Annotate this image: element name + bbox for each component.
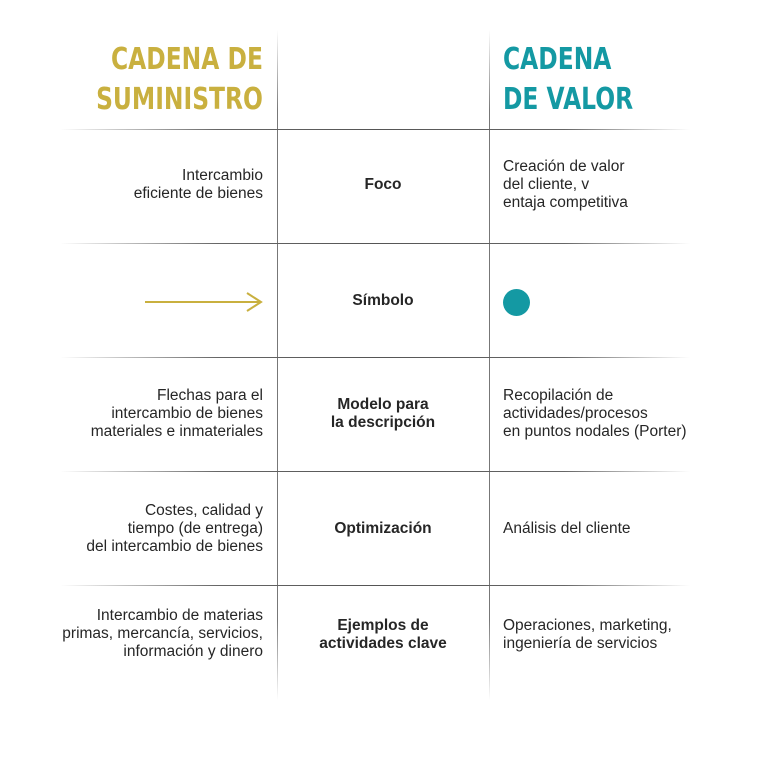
value-chain-cell [503, 520, 631, 538]
criterion-label: Optimización [334, 520, 432, 537]
criterion-label: actividades clave [319, 635, 447, 652]
row-divider [60, 585, 690, 586]
cell-text: ingeniería de servicios [503, 635, 658, 652]
row-divider [60, 243, 690, 244]
column-divider-right [489, 30, 490, 700]
value-chain-header [503, 40, 633, 120]
cell-text: intercambio de bienes [111, 405, 263, 422]
cell-text: información y dinero [123, 643, 263, 660]
cell-text: Recopilación de [503, 387, 614, 404]
supply-chain-header [96, 40, 263, 120]
criterion-label: Modelo para [337, 396, 429, 413]
supply-chain-cell [91, 387, 263, 441]
cell-text: Costes, calidad y [144, 502, 263, 519]
row-divider [60, 129, 690, 130]
criterion-label: Símbolo [352, 292, 414, 309]
cell-text: actividades/procesos [503, 405, 648, 422]
criterion-cell [277, 176, 489, 194]
criterion-label: Foco [364, 176, 402, 193]
supply-chain-header-line2: SUMINISTRO [96, 82, 263, 117]
criterion-cell [277, 520, 489, 538]
cell-text: Creación de valor [503, 158, 625, 175]
criterion-cell [277, 396, 489, 432]
cell-text: entaja competitiva [503, 194, 628, 211]
cell-text: materiales e inmateriales [90, 423, 263, 440]
criterion-cell [277, 617, 489, 653]
cell-text: Intercambio de materias [96, 607, 263, 624]
cell-text: Flechas para el [157, 387, 263, 404]
criterion-label: Ejemplos de [337, 617, 429, 634]
value-chain-header-line2: DE VALOR [503, 82, 634, 117]
value-chain-header-line1: CADENA [503, 42, 612, 77]
supply-chain-header-line1: CADENA DE [111, 42, 263, 77]
supply-chain-cell [62, 607, 263, 661]
value-chain-cell [503, 387, 687, 441]
value-chain-cell [503, 158, 628, 212]
supply-chain-cell [134, 167, 263, 203]
cell-text: primas, mercancía, servicios, [62, 625, 263, 642]
cell-text: tiempo (de entrega) [127, 520, 263, 537]
column-divider-left [277, 30, 278, 700]
cell-text: Operaciones, marketing, [503, 617, 672, 634]
cell-text: en puntos nodales (Porter) [503, 423, 687, 440]
row-divider [60, 357, 690, 358]
criterion-cell [277, 292, 489, 310]
cell-text: Intercambio [182, 167, 263, 184]
arrow-right-icon [145, 292, 263, 312]
value-chain-cell [503, 617, 672, 653]
criterion-label: la descripción [330, 414, 436, 431]
cell-text: del cliente, v [503, 176, 590, 193]
supply-chain-cell [86, 502, 263, 556]
circle-dot-icon [503, 289, 530, 316]
cell-text: Análisis del cliente [503, 520, 631, 537]
cell-text: del intercambio de bienes [86, 538, 263, 555]
row-divider [60, 471, 690, 472]
cell-text: eficiente de bienes [133, 185, 263, 202]
